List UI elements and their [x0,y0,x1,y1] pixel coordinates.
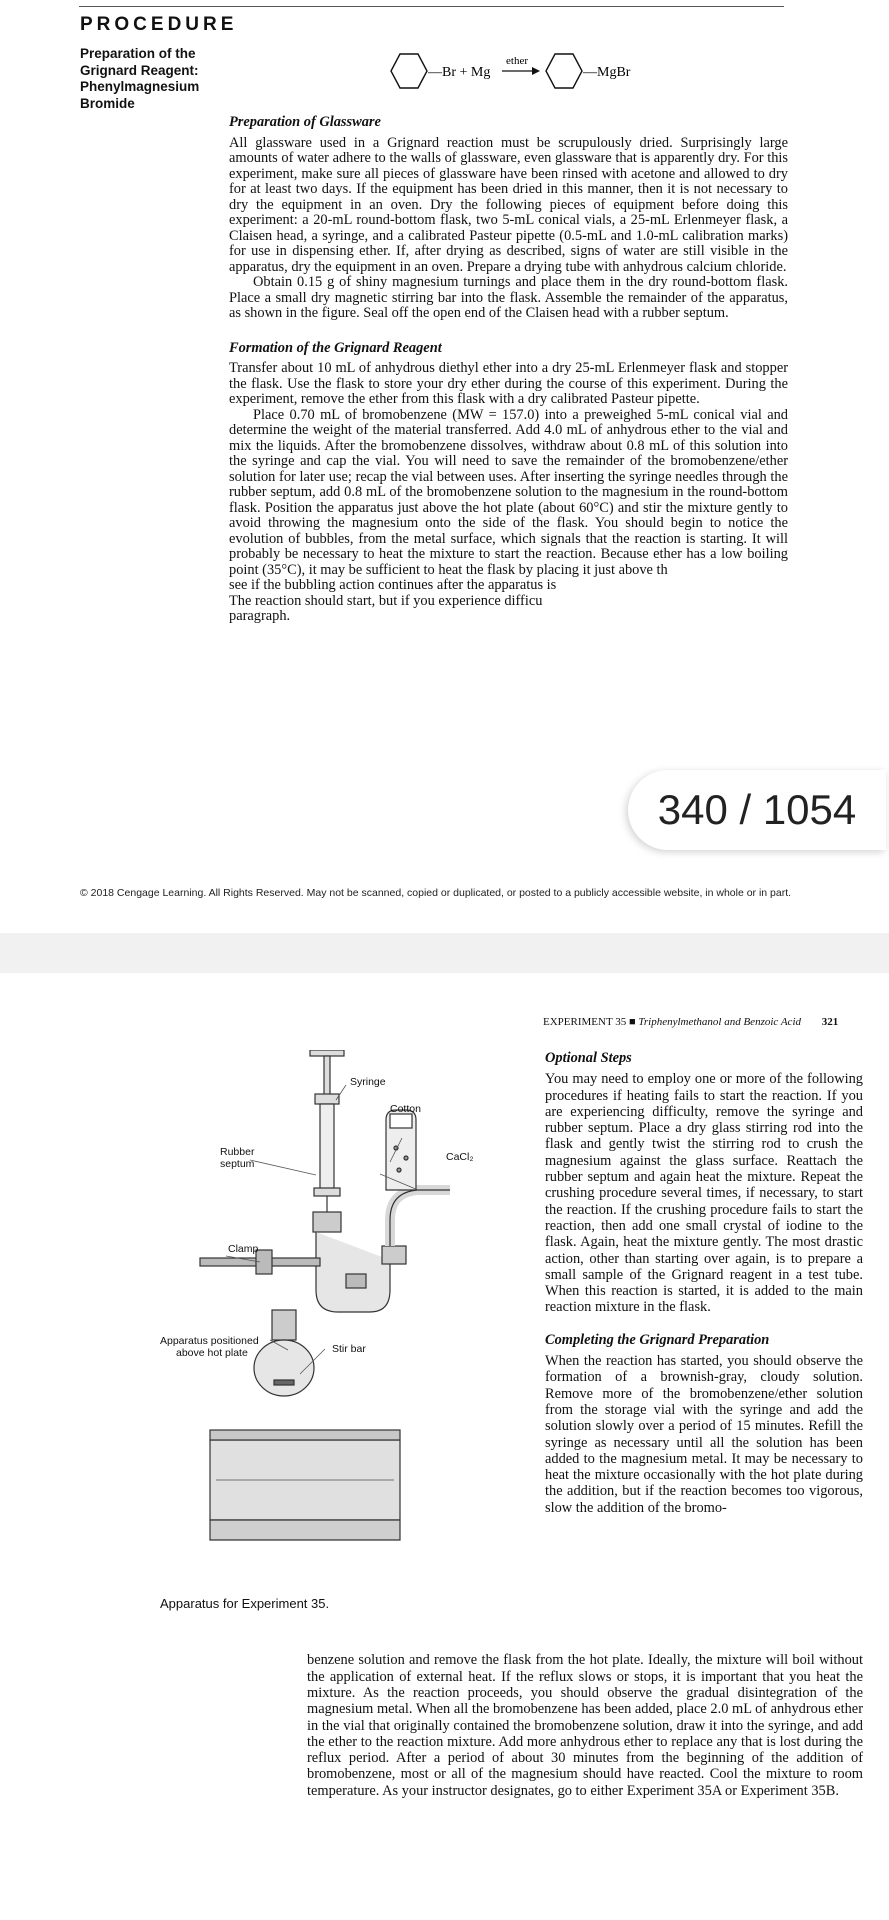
label-clamp: Clamp [228,1243,259,1255]
completing-paragraph-2: benzene solution and remove the flask from the hot plate. Ideally, the mixture will boil without the application of external heat. If the reflux slows or stops, it is important that you heat the mixture. As the reaction proceeds, you should observe the gradual disintegration of the magnesium metal. When all the bromobenzene has been added, place 2.0 mL of anhydrous ether in the vial that originally contained the bromobenzene solution, draw it into the syringe, and add the ether to the reaction mixture. Add more anhydrous ether to replace any that is lost during the reflux period. After a period of about 30 minutes from the beginning of the addition of bromobenzene, most or all of the magnesium should have reacted. Cool the mixture to room temperature. As your instructor designates, go to either Experiment 35A or Experiment 35B. [307,1652,863,1799]
reactant-left-label: —Br + Mg [428,65,491,80]
section-title: PROCEDURE [80,14,238,35]
label-cacl2: CaCl₂ [446,1151,474,1163]
flask-drawing [254,1310,314,1396]
label-apparatus-2: above hot plate [176,1347,248,1359]
formation-tail-3: paragraph. [229,608,291,624]
page-1 [0,0,889,933]
optional-paragraph: You may need to employ one or more of the following procedures if heating fails to start the reaction. If you are experiencing difficulty, remove the syringe and rubber septum. Place a dry glass stirring rod into the flask and gently twist the stirring rod to crush the magnesium against the glass surface. Reattach the rubber septum and again heat the mixture. Repeat the crushing procedure several times, if necessary, to start the reaction. If the crushing procedure fails to start the reaction, then add one small crystal of iodine to the flask. Again, heat the mixture gently. The most drastic action, other than starting over again, is to prepare a small sample of the Grignard reagent in a test tube. When this reaction is started, it is added to the main reaction mixture in the flask. [545,1071,863,1316]
running-head-title: Triphenylmethanol and Benzoic Acid [638,1016,801,1028]
claisen-head-drawing [313,1190,450,1312]
formation-paragraph-2: Place 0.70 mL of bromobenzene (MW = 157.0) into a preweighed 5-mL conical vial and determine the weight of the material transferred. Add 4.0 mL of anhydrous ether to the vial and mix the liquids. After the bromobenzene dissolves, withdraw about 0.8 mL of this solution into the syringe and cap the vial. You will need to save the remainder of the bromobenzene/ether solution for later use; recap the vial between uses. After inserting the syringe needles through the rubber septum, add 0.8 mL of the bromobenzene solution to the magnesium in the round-bottom flask. Position the apparatus just above the hot plate (about 60°C) and stir the mixture gently to avoid throwing the magnesium onto the side of the flask. You should begin to notice the evolution of bubbles, from the metal surface, which signals that the reaction is starting. It will probably be necessary to heat the mixture to start the reaction. Because ether has a low boiling point (35°C), it may be sufficient to heat the flask by placing it just above th [229,406,788,578]
formation-paragraph-1: Transfer about 10 mL of anhydrous diethyl ether into a dry 25-mL Erlenmeyer flask and stopper the flask. Use the flask to store your dry ether during the course of this experiment. During the experiment, remove the ether from this flask with a dry calibrated Pasteur pipette. [229,360,788,407]
figure-caption: Apparatus for Experiment 35. [160,1596,330,1611]
optional-subheading: Optional Steps [545,1050,632,1066]
reaction-equation [380,46,680,96]
page1-body [229,115,788,625]
label-syringe: Syringe [350,1076,386,1088]
page-counter-badge: 340 / 1054 [628,770,886,850]
formation-subheading: Formation of the Grignard Reagent [229,339,442,356]
formation-tail-1: see if the bubbling action continues after the apparatus is [229,577,557,593]
hot-plate-drawing [210,1430,400,1540]
page-number: 321 [821,1016,839,1028]
glassware-paragraph-1: All glassware used in a Grignard reaction must be scrupulously dried. Surprisingly large amounts of water adhere to the walls of glassware, even glassware that is apparently dry. For this experiment, make sure all pieces of glassware have been rinsed with acetone and allowed to dry for at least two days. If the equipment has been dried in this manner, then it is not necessary to dry the equipment in an oven. Dry the following pieces of equipment before doing this experiment: a 20-mL round-bottom flask, two 5-mL conical vials, a 25-mL Erlenmeyer flask, a Claisen head, a syringe, and a calibrated Pasteur pipette (0.5-mL and 1.0-mL calibration marks) for use in dispensing ether. If, after drying as described, signs of water are still visible in the apparatus, dry the equipment in an oven. Prepare a drying tube with anhydrous calcium chloride. [229,134,788,275]
glassware-subheading: Preparation of Glassware [229,114,381,130]
top-rule [79,6,784,7]
formation-tail-2: The reaction should start, but if you experience difficu [229,592,543,609]
copyright-notice: © 2018 Cengage Learning. All Rights Reserved. May not be scanned, copied or duplicated, or posted to a publicly accessible website, in whole or in part. [80,887,792,899]
glassware-paragraph-2: Obtain 0.15 g of shiny magnesium turnings and place them in the dry round-bottom flask. Place a small dry magnetic stirring bar into the flask. Assemble the remainder of the apparatus, as shown in the figure. Seal off the open end of the Claisen head with a rubber septum. [229,274,788,321]
side-heading: Preparation of the Grignard Reagent: Phenylmagnesium Bromide [80,46,200,111]
condition-label: ether [506,55,528,67]
label-rubber-septum-2: septum [220,1158,255,1170]
completing-subheading: Completing the Grignard Preparation [545,1331,770,1348]
label-stir-bar: Stir bar [332,1343,366,1355]
benzene-ring-left [391,54,427,88]
label-apparatus-1: Apparatus positioned [160,1335,259,1347]
label-rubber-septum-1: Rubber [220,1146,255,1158]
apparatus-figure [150,1050,540,1590]
completing-paragraph-1: When the reaction has started, you should observe the formation of a brownish-gray, cloudy solution. Remove more of the bromobenzene/ether solution from the storage vial with the syringe and add the solution slowly over a period of 15 minutes. Refill the syringe as necessary until all the solution has been added to the magnesium metal. It may be necessary to heat the mixture occasionally with the hot plate during the addition, but if the reaction becomes too vigorous, slow the addition of the bromo- [545,1353,863,1516]
page2-column [545,1050,863,1516]
product-label: —MgBr [583,65,631,80]
running-head-experiment: EXPERIMENT 35 ■ [543,1016,636,1028]
syringe-drawing [310,1050,344,1228]
benzene-ring-right [546,54,582,88]
running-head [543,1016,838,1028]
label-cotton: Cotton [390,1103,421,1115]
